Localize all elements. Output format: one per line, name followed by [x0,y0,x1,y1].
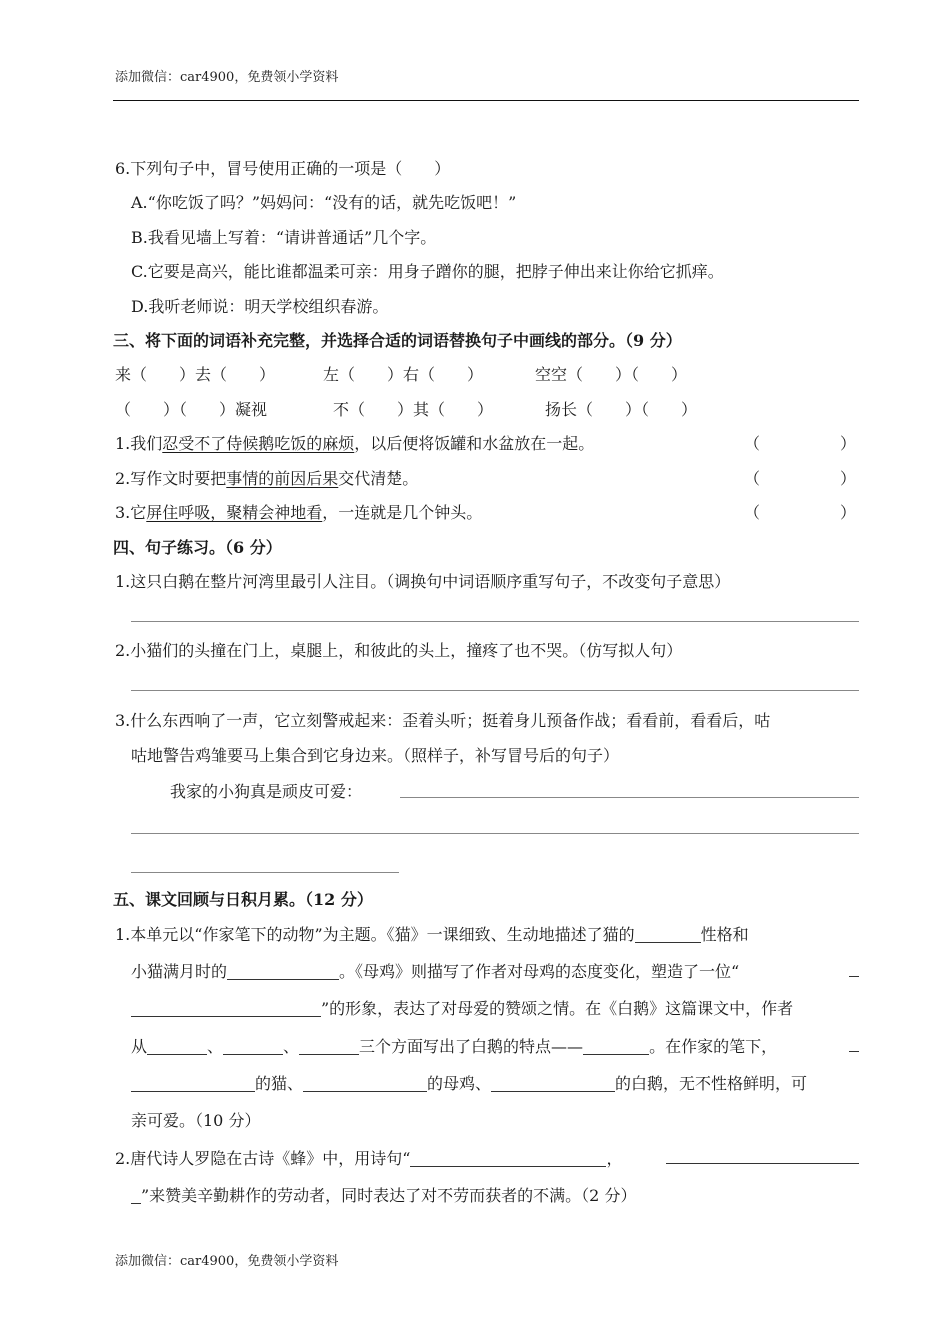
fill-blank-cat-start[interactable] [849,1051,859,1052]
answer-paren-3[interactable]: （ ） [744,503,857,522]
page-footer: 添加微信：car4900，免费领小学资料 [115,1254,339,1269]
q6-option-c: C.它要是高兴，能比谁都温柔可亲：用身子蹭你的腿，把脖子伸出来让你给它抓痒。 [131,262,724,281]
replace-sentence-3: 3.它屏住呼吸，聚精会神地看，一连就是几个钟头。 [115,503,483,522]
word-blank-1: 来（ ）去（ ） [115,365,276,384]
replace-sentence-2: 2.写作文时要把事情的前因后果交代清楚。 [115,469,419,488]
fill-blank-cat[interactable] [131,1075,255,1092]
answer-line-q3a[interactable] [400,797,859,798]
fill-blank-aspect-2[interactable] [223,1038,283,1055]
answer-line-q3c[interactable] [131,872,399,873]
sentence-q2: 2.小猫们的头撞在门上，桌腿上，和彼此的头上，撞疼了也不哭。（仿写拟人句） [115,641,683,660]
sentence-q1: 1.这只白鹅在整片河湾里最引人注目。（调换句中词语顺序重写句子，不改变句子意思） [115,572,731,591]
page-header: 添加微信：car4900，免费领小学资料 [115,70,339,85]
review-line-2: 小猫满月时的 。《母鸡》则描写了作者对母鸡的态度变化，塑造了一位“ [131,962,740,981]
answer-paren-2[interactable]: （ ） [744,469,857,488]
fill-blank-cat-personality[interactable] [635,926,701,943]
replace-sentence-1: 1.我们忍受不了侍候鹅吃饭的麻烦，以后便将饭罐和水盆放在一起。 [115,434,595,453]
q6-option-b: B.我看见墙上写着：“请讲普通话”几个字。 [131,228,437,247]
section-5-title: 五、课文回顾与日积月累。（12 分） [113,890,373,909]
poem-line-2: ”来赞美辛勤耕作的劳动者，同时表达了对不劳而获者的不满。（2 分） [131,1183,636,1206]
sentence-q3-line2: 咕地警告鸡雏要马上集合到它身边来。（照样子，补写冒号后的句子） [131,746,620,765]
fill-blank-goose-trait[interactable] [583,1038,649,1055]
review-line-4: 从 、 、 三个方面写出了白鹅的特点—— 。在作家的笔下， [131,1037,778,1056]
fill-blank-poem-2[interactable] [666,1163,859,1164]
review-line-6: 亲可爱。（10 分） [131,1111,261,1130]
answer-line-q2[interactable] [131,690,859,691]
review-line-5: 的猫、 的母鸡、 的白鹅，无不性格鲜明，可 [131,1071,807,1094]
fill-blank-kitten[interactable] [227,963,339,980]
review-line-1: 1.本单元以“作家笔下的动物”为主题。《猫》一课细致、生动地描述了猫的 性格和 [115,925,749,944]
answer-paren-1[interactable]: （ ） [744,434,857,453]
fill-blank-poem-1[interactable] [410,1150,606,1167]
q6-option-d: D.我听老师说：明天学校组织春游。 [131,297,389,316]
review-line-3: ”的形象，表达了对母爱的赞颂之情。在《白鹅》这篇课文中，作者 [131,996,793,1019]
word-blank-4: （ ）（ ）凝视 [115,400,268,419]
fill-blank-goose[interactable] [491,1075,615,1092]
answer-line-q3b[interactable] [131,833,859,834]
answer-line-q1[interactable] [131,621,859,622]
fill-blank-poem-2-end[interactable] [131,1187,141,1204]
fill-blank-hen-image[interactable] [131,1000,321,1017]
section-3-title: 三、将下面的词语补充完整，并选择合适的词语替换句子中画线的部分。（9 分） [113,331,682,350]
sentence-q3-line1: 3.什么东西响了一声，它立刻警戒起来：歪着头听；挺着身儿预备作战；看看前，看看后，咕 [115,711,771,730]
header-divider [113,100,859,101]
q6-option-a: A.“你吃饭了吗？”妈妈问：“没有的话，就先吃饭吧！” [131,193,517,212]
fill-blank-hen-start[interactable] [849,976,859,977]
fill-blank-hen[interactable] [303,1075,427,1092]
poem-line-1: 2.唐代诗人罗隐在古诗《蜂》中，用诗句“ ， [115,1149,623,1168]
word-blank-3: 空空（ ）（ ） [535,365,688,384]
word-blank-5: 不（ ）其（ ） [333,400,494,419]
section-4-title: 四、句子练习。（6 分） [113,538,282,557]
word-blank-2: 左（ ）右（ ） [323,365,484,384]
word-blank-6: 扬长（ ）（ ） [545,400,698,419]
fill-blank-aspect-1[interactable] [147,1038,207,1055]
fill-blank-aspect-3[interactable] [299,1038,359,1055]
sentence-q3-prompt: 我家的小狗真是顽皮可爱： [170,782,363,801]
q6-stem: 6.下列句子中，冒号使用正确的一项是（ ） [115,159,451,178]
